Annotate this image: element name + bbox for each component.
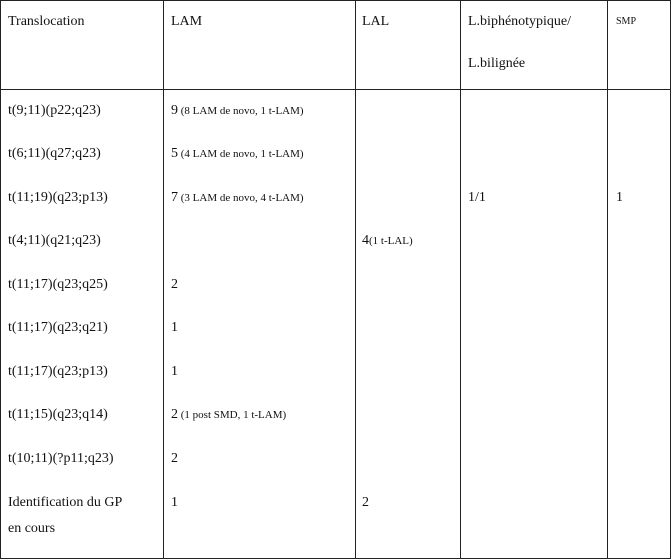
translocation-cell: t(9;11)(p22;q23) [8, 103, 101, 118]
column-divider [460, 1, 461, 558]
lam-cell: 1 [171, 320, 178, 335]
header-lal: LAL [362, 14, 390, 29]
translocation-cell: t(6;11)(q27;q23) [8, 146, 101, 161]
lam-cell [171, 102, 304, 120]
lam-cell: 1 [171, 364, 178, 379]
lal-detail: (1 t-LAL) [369, 235, 413, 247]
column-divider [607, 1, 608, 558]
lam-count: 7 [171, 190, 178, 205]
translocation-cell: t(11;17)(q23;q25) [8, 277, 108, 292]
lam-count: 5 [171, 146, 178, 161]
lam-detail: (4 LAM de novo, 1 t-LAM) [178, 148, 304, 160]
translocation-cell: t(11;15)(q23;q14) [8, 407, 108, 422]
translocation-cell: t(10;11)(?p11;q23) [8, 451, 114, 466]
translocation-cell: t(11;19)(q23;p13) [8, 190, 108, 205]
translocation-cell: t(11;17)(q23;p13) [8, 364, 108, 379]
lam-cell: 2 [171, 277, 178, 292]
lal-cell [362, 232, 413, 250]
column-divider [163, 1, 164, 558]
column-divider [355, 1, 356, 558]
header-smp: SMP [616, 16, 637, 27]
lal-cell: 2 [362, 495, 369, 510]
translocation-cell: t(11;17)(q23;q21) [8, 320, 108, 335]
translocation-cell: t(4;11)(q21;q23) [8, 233, 101, 248]
lam-detail: (1 post SMD, 1 t-LAM) [178, 409, 287, 421]
header-lbiph-line2: L.bilignée [468, 56, 526, 71]
smp-cell: 1 [616, 190, 623, 205]
lam-cell: 2 [171, 451, 178, 466]
lam-detail: (8 LAM de novo, 1 t-LAM) [178, 105, 304, 117]
header-lam: LAM [171, 14, 203, 29]
translocation-cell: en cours [8, 521, 56, 536]
lam-count: 2 [171, 407, 178, 422]
header-lbiph-line1: L.biphénotypique/ [468, 14, 572, 29]
lam-cell: 1 [171, 495, 178, 510]
header-divider [1, 89, 670, 90]
lam-cell [171, 406, 286, 424]
translocation-cell: Identification du GP [8, 495, 123, 510]
header-translocation: Translocation [8, 14, 85, 29]
lal-count: 4 [362, 233, 369, 248]
lam-cell [171, 189, 304, 207]
lbiph-cell: 1/1 [468, 190, 486, 205]
lam-cell [171, 145, 304, 163]
lam-count: 9 [171, 103, 178, 118]
lam-detail: (3 LAM de novo, 4 t-LAM) [178, 192, 304, 204]
